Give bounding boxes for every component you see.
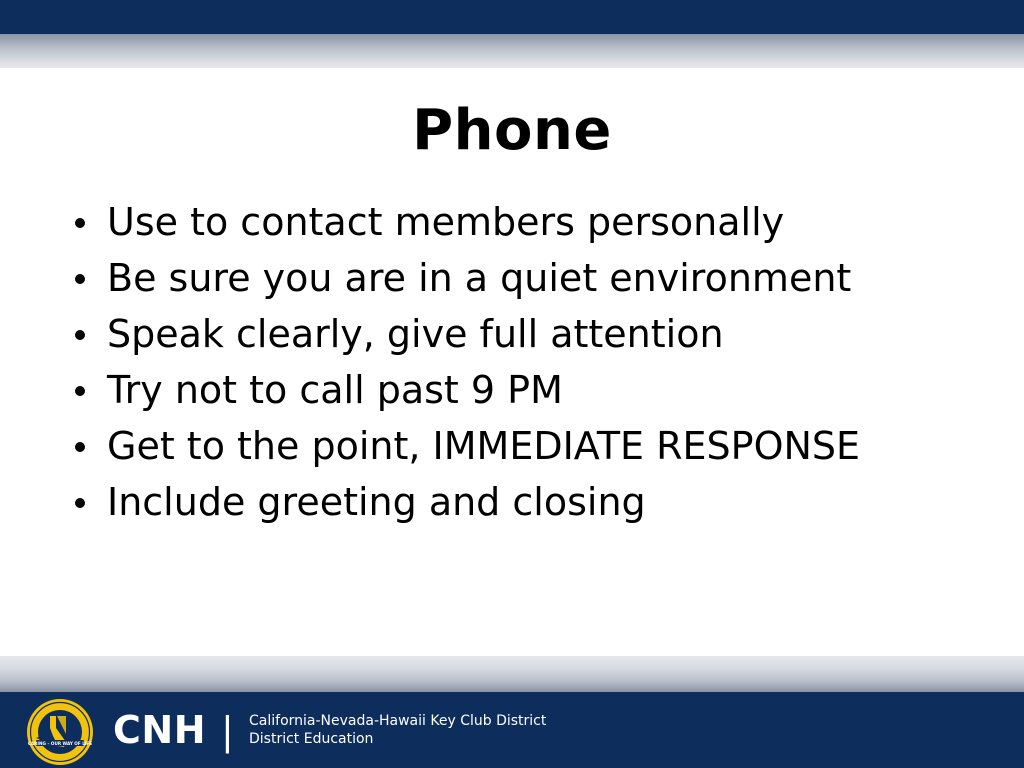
footer-bar: [0, 692, 1024, 768]
bullet-dot-icon: [75, 498, 85, 508]
bullet-item: [70, 194, 970, 250]
bullet-item: [70, 306, 970, 362]
org-name: California-Nevada-Hawaii Key Club District: [249, 713, 547, 729]
bottom-gradient-band: [0, 656, 1024, 692]
bullet-text: Speak clearly, give full attention: [107, 312, 724, 356]
bullet-text: Try not to call past 9 PM: [107, 368, 563, 412]
bullet-text: Include greeting and closing: [107, 480, 646, 524]
bullet-dot-icon: [75, 218, 85, 228]
bullet-item: [70, 474, 970, 530]
org-department: District Education: [249, 731, 374, 747]
seal-text: CARING – OUR WAY OF LIFE: [27, 740, 93, 746]
bullet-item: [70, 250, 970, 306]
top-gradient-band: [0, 34, 1024, 68]
organization-info: [249, 712, 546, 748]
top-banner: [0, 0, 1024, 34]
bullet-text: Get to the point, IMMEDIATE RESPONSE: [107, 424, 861, 468]
bullet-text: Use to contact members personally: [107, 200, 785, 244]
brand-divider: |: [221, 709, 234, 753]
bullet-text: Be sure you are in a quiet environment: [107, 256, 852, 300]
cnh-district-seal-icon: [26, 698, 94, 766]
cnh-brand: CNH: [113, 708, 206, 752]
bullet-item: [70, 418, 970, 474]
bullet-dot-icon: [75, 274, 85, 284]
bullet-item: [70, 362, 970, 418]
slide-title: Phone: [412, 98, 612, 163]
bullet-list: [70, 194, 970, 530]
bullet-dot-icon: [75, 386, 85, 396]
bullet-dot-icon: [75, 330, 85, 340]
bullet-dot-icon: [75, 442, 85, 452]
